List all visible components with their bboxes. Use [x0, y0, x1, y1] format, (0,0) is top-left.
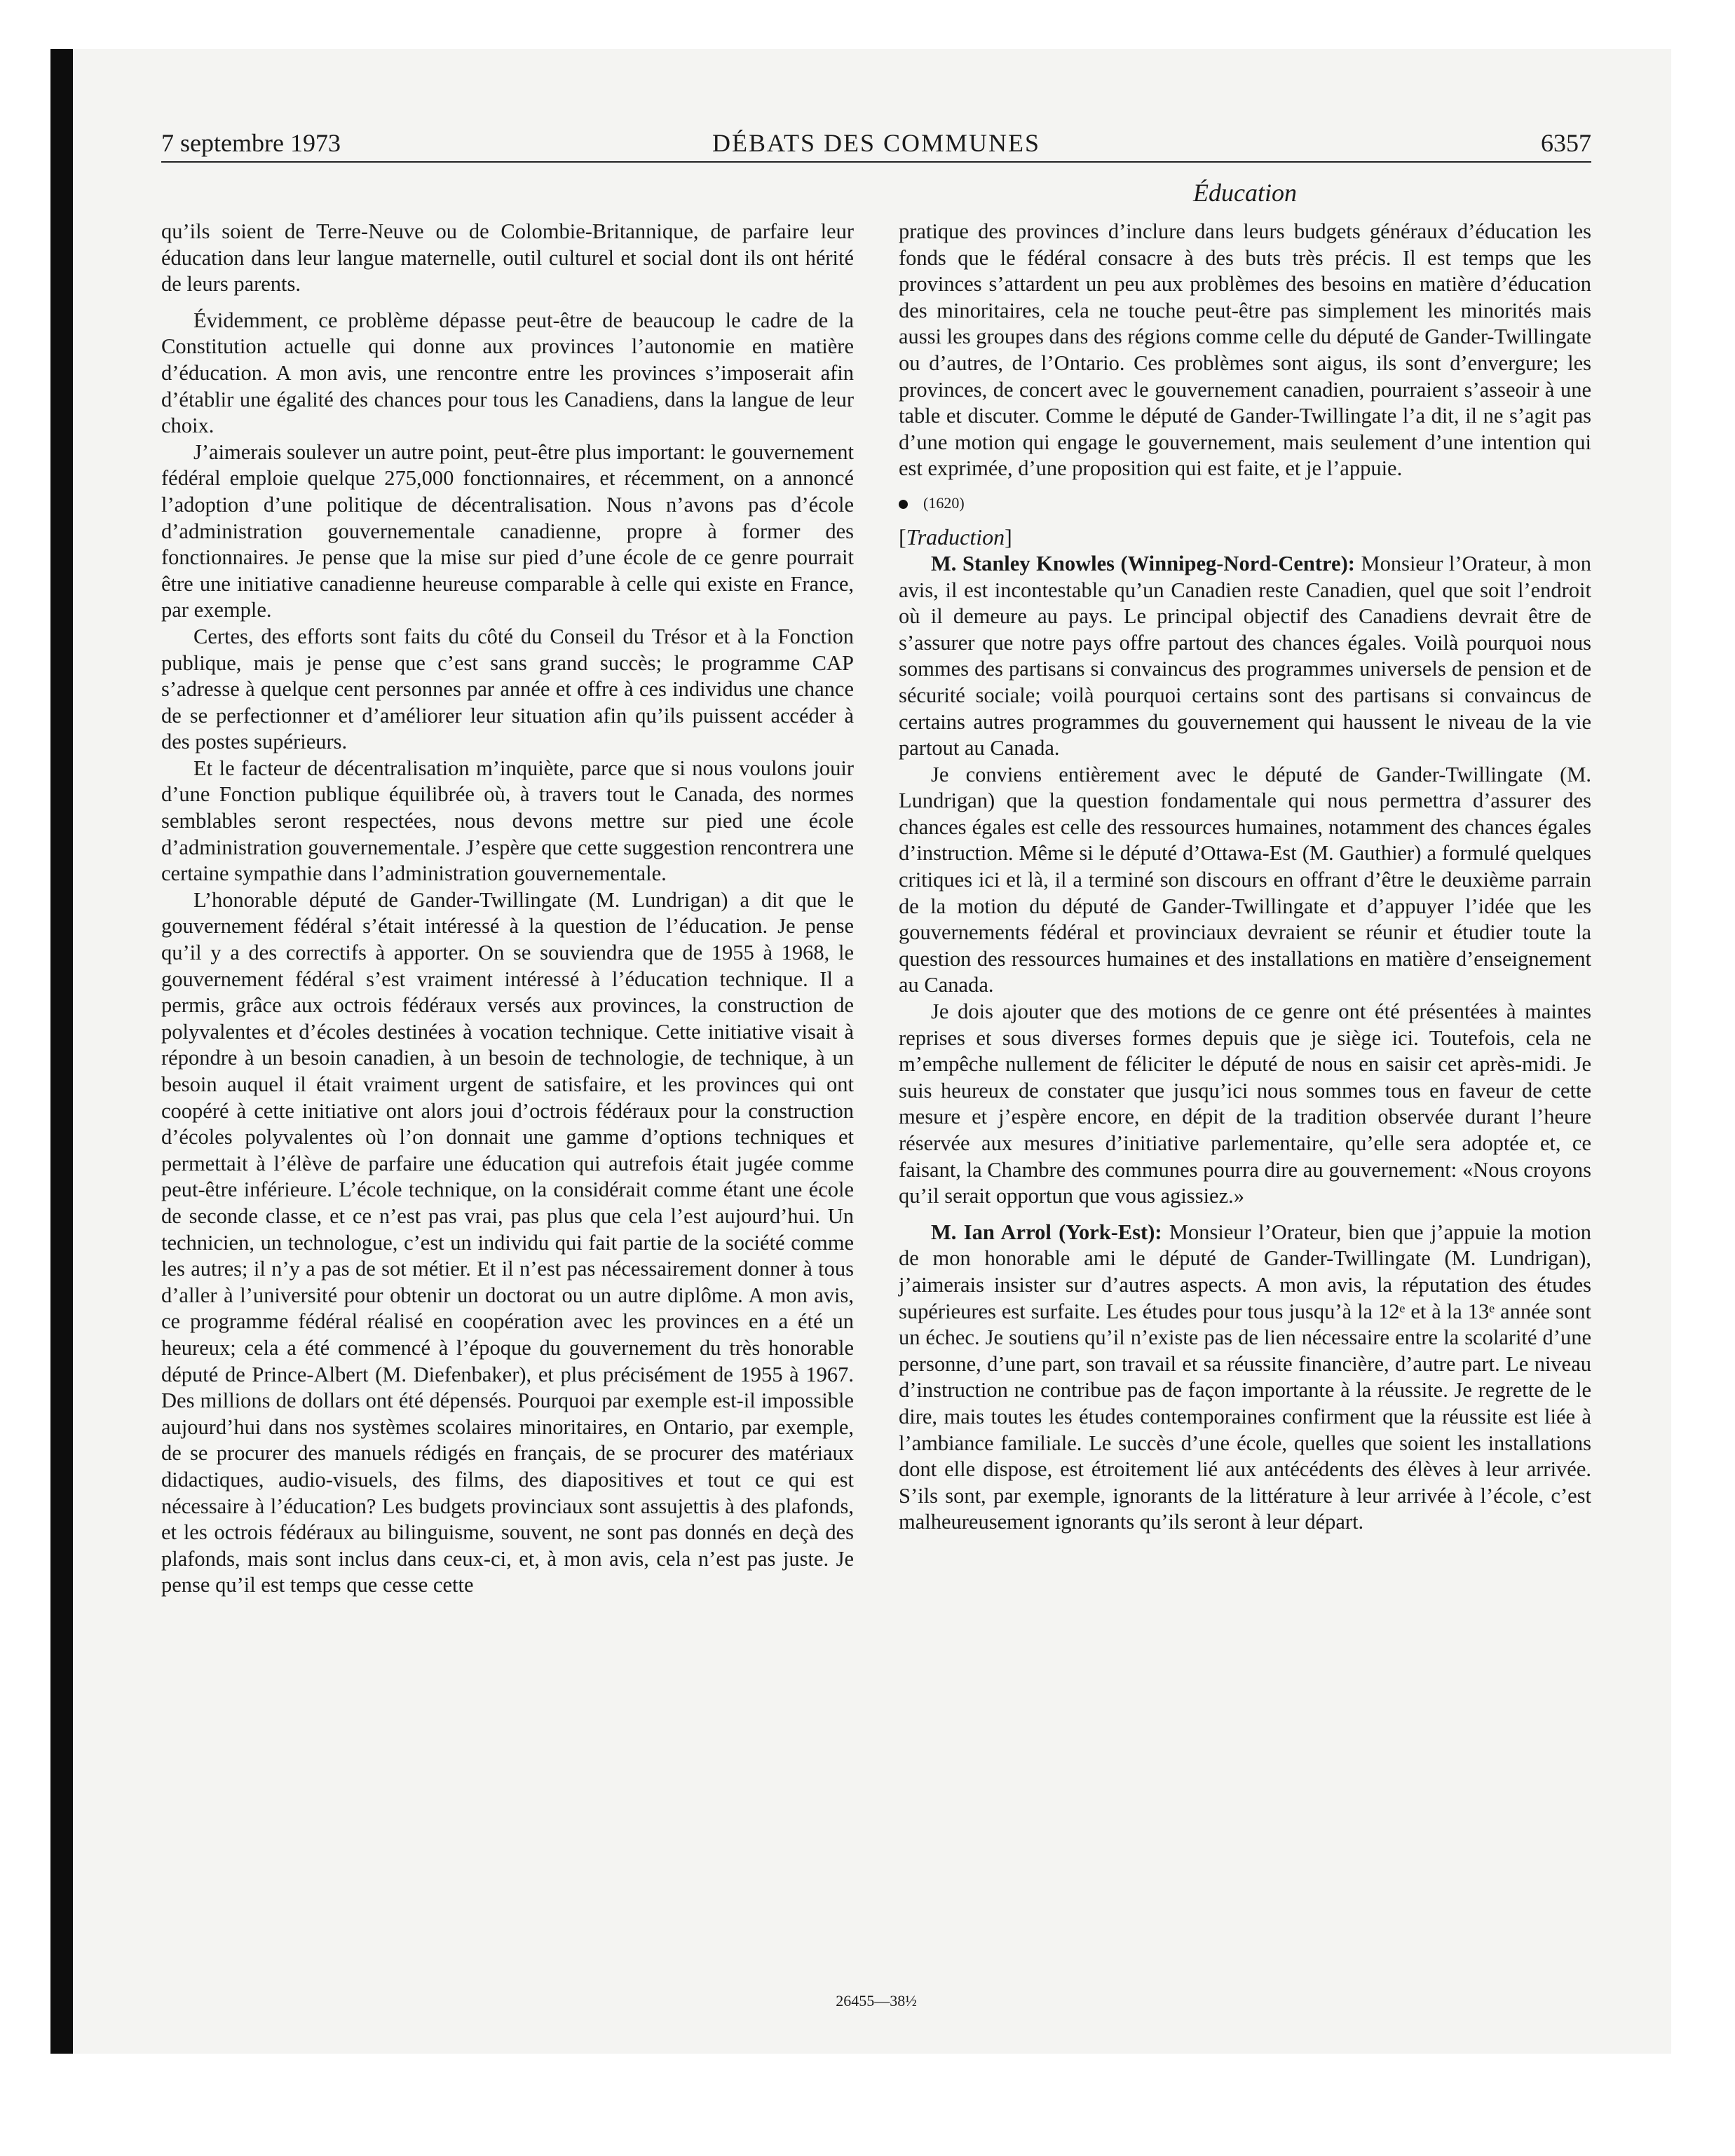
- right-column: [899, 219, 1591, 1536]
- header-date: 7 septembre 1973: [161, 129, 341, 157]
- translation-close-bracket: ]: [1005, 524, 1012, 550]
- paragraph: J’aimerais soulever un autre point, peut-être plus important: le gouvernement fédéral emploie quelque 275,000 fonctionnaires, et récemment, on a annoncé l’adoption d’une politique de décentralisation. Nous n’avons pas d’école d’administration gouvernementale canadienne, propre à former des fonctionnaires. Je pense que la mise sur pied d’une école de ce genre pourrait être une initiative canadienne heureuse comparable à celle qui existe en France, par exemple.: [161, 439, 854, 622]
- bullet-icon: [899, 500, 908, 509]
- left-column: [161, 219, 854, 1599]
- paragraph: Je dois ajouter que des motions de ce genre ont été présentées à maintes reprises et sous diverses formes depuis que je siège ici. Toutefois, cela ne m’empêche nullement de féliciter le député de nous en saisir cet après-midi. Je suis heureux de constater que jusqu’ici nous sommes tous en faveur de cette mesure et j’espère encore, en dépit de la tradition observée durant l’heure réservée aux mesures d’initiative parlementaire, qu’elle sera adoptée et, ce faisant, la Chambre des communes pourra dire au gouvernement: «Nous croyons qu’il serait opportun que vous agissiez.»: [899, 999, 1591, 1208]
- time-marker: [899, 489, 1591, 517]
- time-marker-text: (1620): [923, 493, 965, 512]
- speaker-name: M. Stanley Knowles (Winnipeg-Nord-Centre):: [931, 551, 1355, 575]
- running-header: [161, 126, 1591, 163]
- print-code: 26455—38½: [836, 1992, 917, 2010]
- speech-paragraph: [899, 551, 1591, 762]
- paragraph: qu’ils soient de Terre-Neuve ou de Colombie-Britannique, de parfaire leur éducation dans leur langue maternelle, outil culturel et social dont ils ont hérité de leurs parents.: [161, 219, 854, 296]
- translation-open-bracket: [: [899, 524, 906, 550]
- translation-label: Traduction: [906, 524, 1005, 550]
- paragraph: L’honorable député de Gander-Twillingate (M. Lundrigan) a dit que le gouvernement fédéral s’était intéressé à la question de l’éducation. Je pense qu’il y a des correctifs à apporter. On se souviendra que de 1955 à 1968, le gouvernement fédéral s’est vraiment intéressé à l’éducation technique. Il a permis, grâce aux octrois fédéraux versés aux provinces, la construction de polyvalentes et d’écoles destinées à vocation technique. Cette initiative visait à répondre à un besoin canadien, à un besoin de technologie, de technique, à un besoin auquel il était vraiment urgent de satisfaire, et les provinces qui ont coopéré à cette initiative ont alors joui d’octrois fédéraux pour la construction d’écoles polyvalentes où l’on donnait une gamme d’options techniques et permettait à l’élève de parfaire une éducation qui autrefois était jugée comme peut-être inférieure. L’école technique, on la considérait comme étant une école de seconde classe, et ce n’est pas vrai, pas plus que cela l’est aujourd’hui. Un technicien, un technologue, c’est un individu qui fait partie de la société comme les autres; il n’y a pas de sot métier. Et il n’est pas nécessairement donner à tous d’aller à l’université pour obtenir un doctorat ou un autre diplôme. A mon avis, ce programme fédéral réalisé en coopération avec les provinces en a été un heureux; cela a été commencé à l’époque du gouvernement du très honorable député de Prince-Albert (M. Diefenbaker), et plus précisément de 1955 à 1967. Des millions de dollars ont été dépensés. Pourquoi par exemple est-il impossible aujourd’hui dans nos systèmes scolaires minoritaires, en Ontario, par exemple, de se procurer des manuels rédigés en français, de se procurer des matériaux didactiques, audio-visuels, des films, des diapositives et tout ce qui est nécessaire à l’éducation? Les budgets provinciaux sont assujettis à des plafonds, et les octrois fédéraux au bilinguisme, souvent, ne sont pas donnés en deçà des plafonds, mais sont inclus dans ceux-ci, et, à mon avis, cela n’est pas juste. Je pense qu’il est temps que cesse cette: [161, 887, 854, 1597]
- paragraph: Et le facteur de décentralisation m’inquiète, parce que si nous voulons jouir d’une Fonction publique équilibrée où, à travers tout le Canada, des normes semblables seront respectées, nous devons mettre sur pied une école d’administration gouvernementale. J’espère que cette suggestion rencontrera une certaine sympathie dans l’administration gouvernementale.: [161, 756, 854, 886]
- scan-edge: [50, 49, 73, 2054]
- paragraph: Je conviens entièrement avec le député de Gander-Twillingate (M. Lundrigan) que la question fondamentale qui nous permettra d’assurer des chances égales est celle des ressources humaines, notamment des chances égales d’instruction. Même si le député d’Ottawa-Est (M. Gauthier) a formulé quelques critiques ici et là, il a terminé son discours en offrant d’être le deuxième parrain de la motion du député de Gander-Twillingate et d’appuyer l’idée que les gouvernements fédéral et provinciaux devraient se réunir et étudier toute la question des ressources humaines et des installations en matière d’enseignement au Canada.: [899, 762, 1591, 997]
- paragraph: Évidemment, ce problème dépasse peut-être de beaucoup le cadre de la Constitution actuelle qui donne aux provinces l’autonomie en matière d’éducation. A mon avis, une rencontre entre les provinces s’imposerait afin d’établir une égalité des chances pour tous les Canadiens, dans la langue de leur choix.: [161, 308, 854, 438]
- translation-note: [899, 523, 1591, 551]
- speech-paragraph: [899, 1220, 1591, 1536]
- speech-text: Monsieur l’Orateur, à mon avis, il est incontestable qu’un Canadien reste Canadien, quel que soit l’endroit où il demeure au pays. Le principal objectif des Canadiens devrait être de s’assurer que notre pays offre partout des chances égales. Voilà pourquoi nous sommes des partisans si convaincus des programmes universels de pension et de sécurité sociale; voilà pourquoi certains sont des partisans si convaincus de certains autres programmes du gouvernement qui haussent le niveau de la vie partout au Canada.: [899, 551, 1591, 760]
- speaker-name: M. Ian Arrol (York-Est):: [931, 1220, 1162, 1244]
- header-page-number: 6357: [1541, 129, 1591, 157]
- section-title: Éducation: [1193, 179, 1297, 207]
- header-title: DÉBATS DES COMMUNES: [712, 129, 1041, 157]
- hansard-page: [161, 126, 1591, 2019]
- speech-text: Monsieur l’Orateur, bien que j’appuie la motion de mon honorable ami le député de Gander-Twillingate (M. Lundrigan), j’aimerais insister sur d’autres aspects. A mon avis, la réputation des études supérieures est surfaite. Les études pour tous jusqu’à la 12ᵉ et à la 13ᵉ année sont un échec. Je soutiens qu’il n’existe pas de lien nécessaire entre la scolarité d’une personne, d’une part, son travail et sa réussite financière, d’autre part. Le niveau d’instruction ne contribue pas de façon importante à la réussite. Je regrette de le dire, mais toutes les études contemporaines confirment que la réussite est liée à l’ambiance familiale. Le succès d’une école, quelles que soient les installations dont elle dispose, est étroitement lié aux antécédents des élèves à leur arrivée. S’ils sont, par exemple, ignorants de la littérature à leur arrivée à l’école, c’est malheureusement ignorants qu’ils seront à leur départ.: [899, 1220, 1591, 1534]
- paragraph: pratique des provinces d’inclure dans leurs budgets généraux d’éducation les fonds que le fédéral consacre à des buts très précis. Il est temps que les provinces s’attardent un peu aux problèmes des besoins en matière d’éducation des minoritaires, cela ne touche peut-être pas simplement les minorités mais aussi les groupes dans des régions comme celle du député de Gander-Twillingate ou d’autres, de l’Ontario. Ces problèmes sont aigus, ils sont d’envergure; les provinces, de concert avec le gouvernement canadien, pourraient s’asseoir à une table et discuter. Comme le député de Gander-Twillingate l’a dit, il ne s’agit pas d’une motion qui engage le gouvernement, mais seulement d’une intention qui est exprimée, d’une proposition qui est faite, et je l’appuie.: [899, 219, 1591, 481]
- paragraph: Certes, des efforts sont faits du côté du Conseil du Trésor et à la Fonction publique, mais je pense que c’est sans grand succès; le programme CAP s’adresse à quelque cent personnes par année et offre à ces individus une chance de se perfectionner et d’améliorer leur situation afin qu’ils puissent accéder à des postes supérieurs.: [161, 624, 854, 754]
